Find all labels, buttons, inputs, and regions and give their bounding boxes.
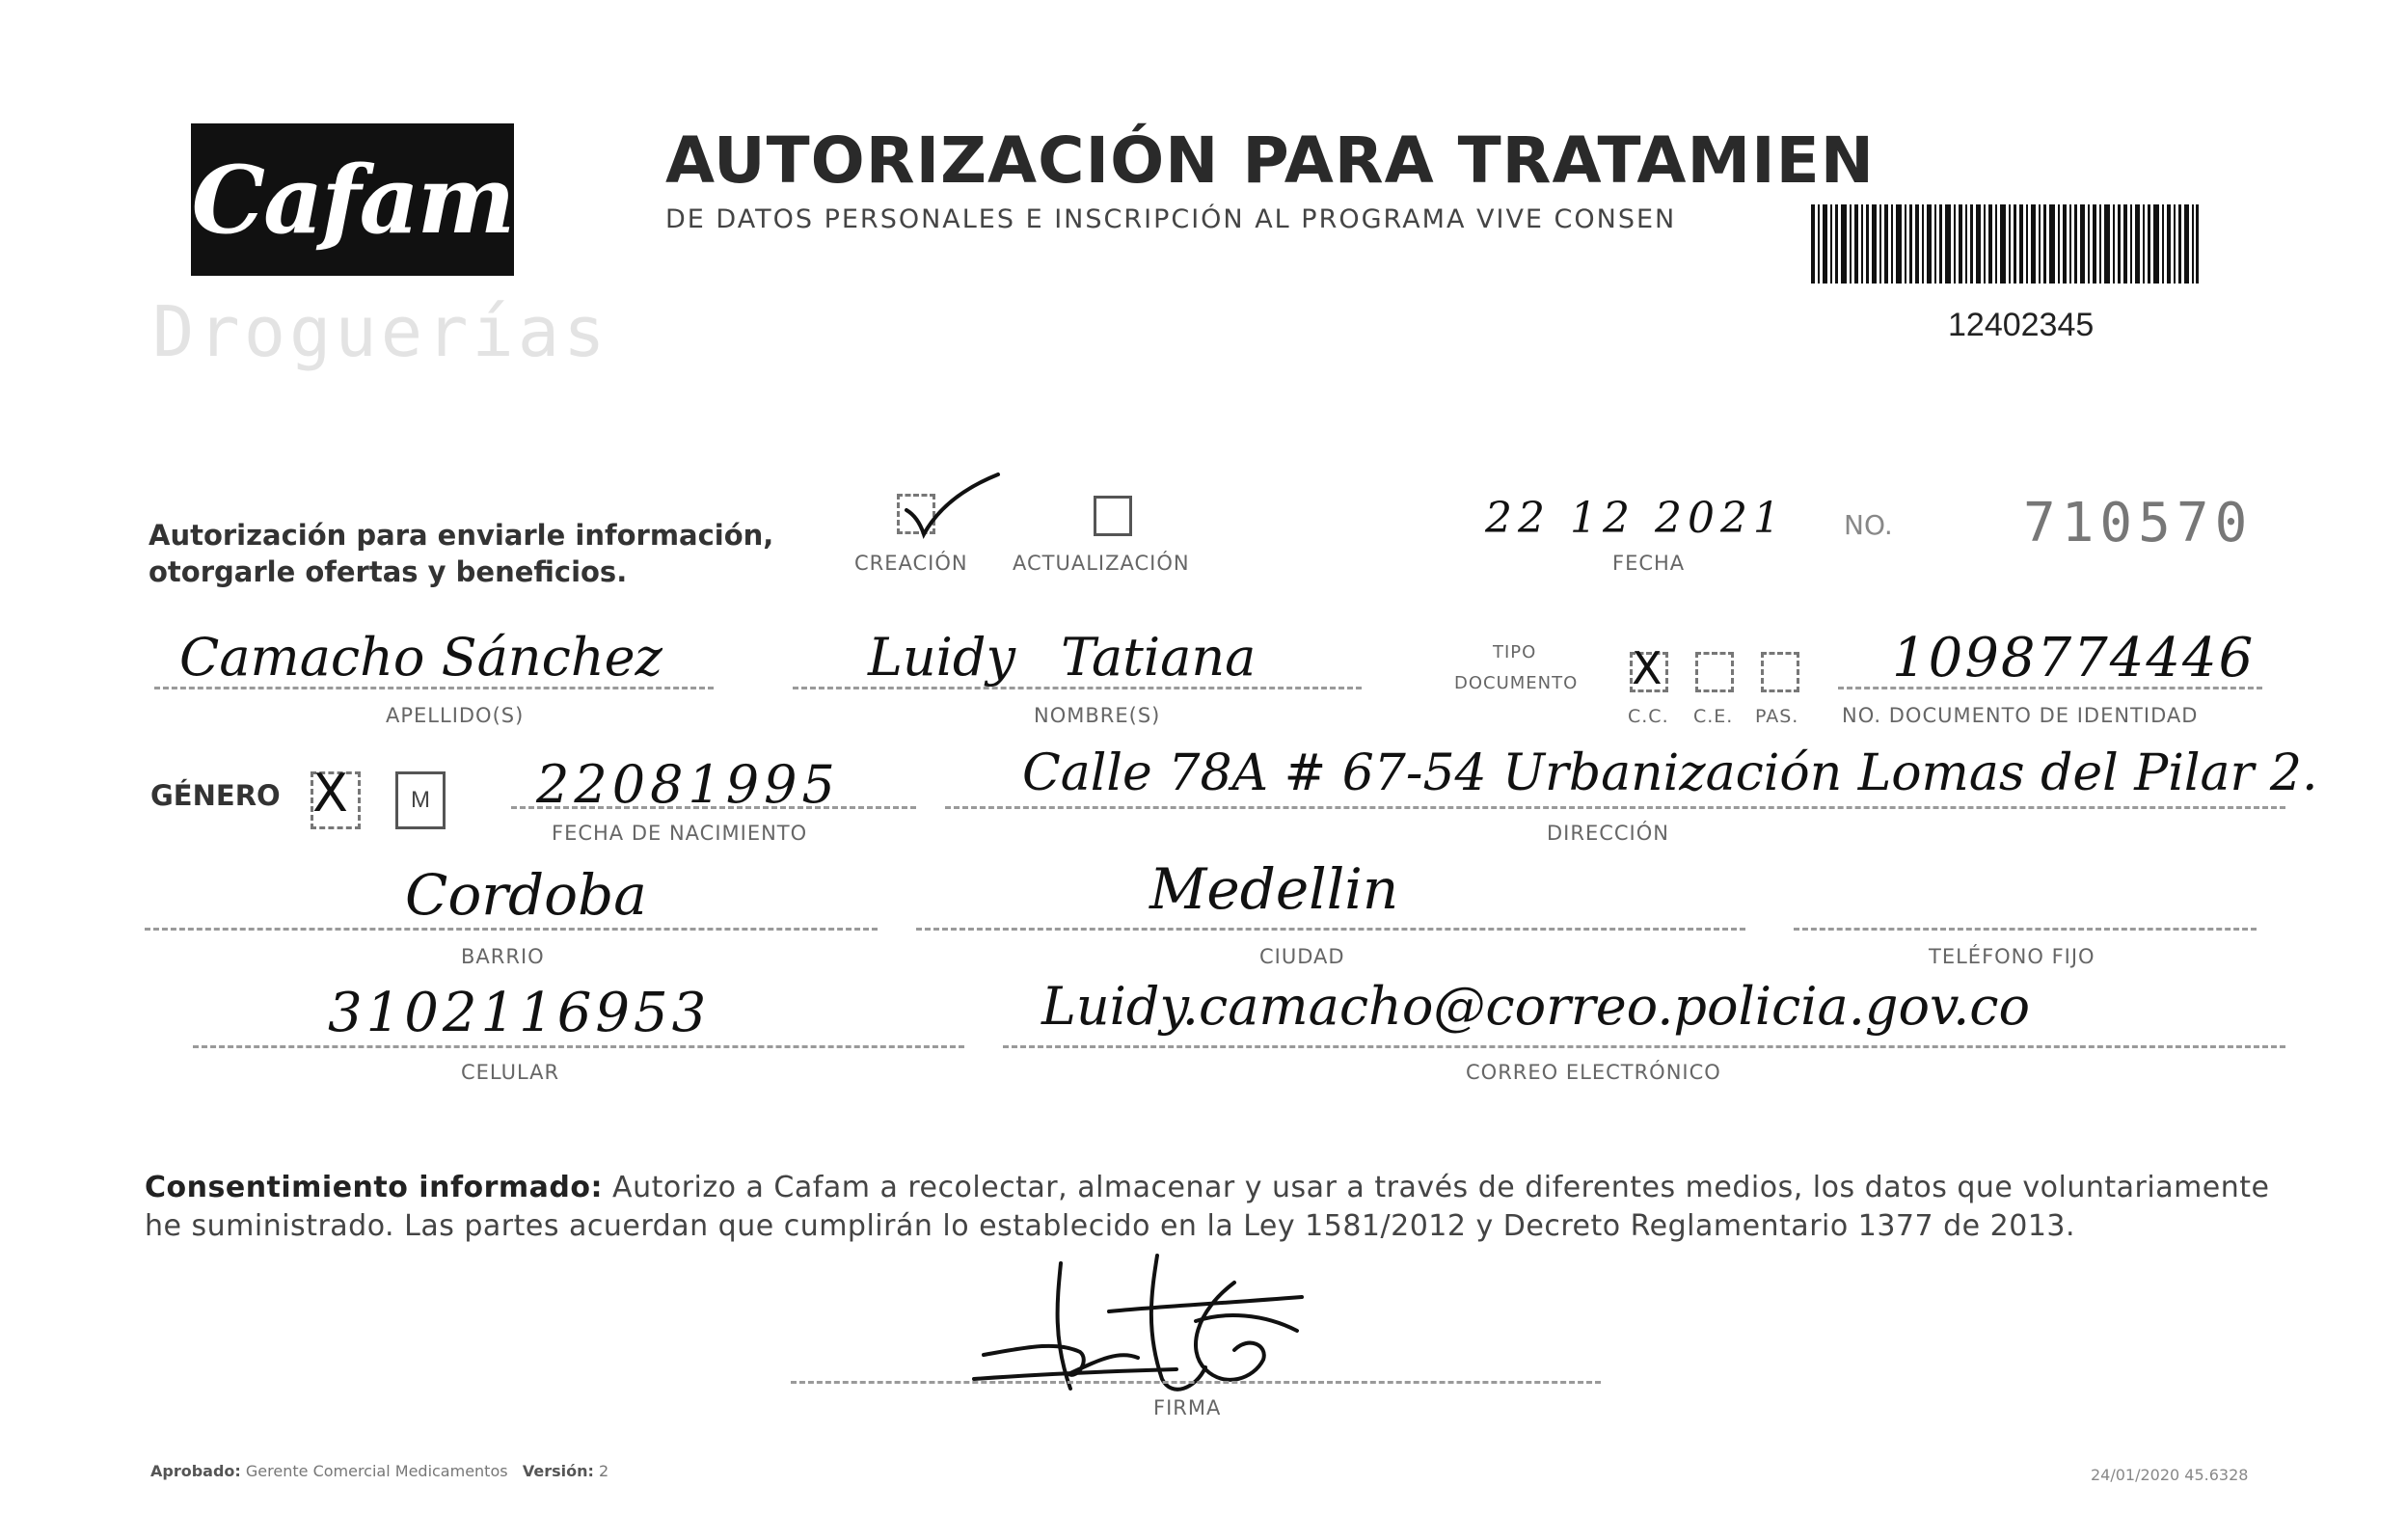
nombres-label: NOMBRE(S) — [1034, 704, 1161, 727]
version-label: Versión: — [522, 1462, 594, 1480]
barcode-image — [1811, 204, 2199, 284]
correo-value[interactable]: Luidy.camacho@correo.policia.gov.co — [1041, 976, 2030, 1037]
documento-label: NO. DOCUMENTO DE IDENTIDAD — [1842, 704, 2199, 727]
consent-lead: Consentimiento informado: — [145, 1171, 603, 1204]
tipo-pas-checkbox[interactable] — [1761, 652, 1799, 692]
numero-label: NO. — [1844, 509, 1893, 541]
creacion-checkmark — [897, 467, 1003, 544]
authorization-line-2: otorgarle ofertas y beneficios. — [149, 555, 628, 588]
genero-f-mark: X — [312, 763, 348, 824]
fecha-label: FECHA — [1612, 552, 1686, 575]
consent-paragraph — [145, 1169, 2285, 1246]
barcode-number: 12402345 — [1948, 307, 2095, 343]
authorization-text — [149, 517, 824, 590]
barrio-label: BARRIO — [461, 945, 545, 968]
consent-text: Autorizo a Cafam a recolectar, almacenar y usar a través de diferentes medios, los datos que voluntariamente he suministrado. Las partes acuerdan que cumplirán lo establecido en la Ley 1581/2012 y Decreto Reglamentario 1377 de 2013. — [145, 1171, 2270, 1243]
cafam-logo — [191, 123, 514, 276]
firma-label: FIRMA — [1153, 1396, 1222, 1419]
celular-value[interactable]: 3102116953 — [328, 982, 711, 1044]
genero-m-checkbox[interactable] — [395, 771, 446, 829]
apellidos-label: APELLIDO(S) — [386, 704, 525, 727]
tipo-ce-label: C.E. — [1693, 706, 1734, 727]
authorization-line-1: Autorización para enviarle información, — [149, 519, 774, 552]
creacion-label: CREACIÓN — [854, 552, 968, 575]
nacimiento-value[interactable]: 22081995 — [536, 754, 840, 815]
celular-label: CELULAR — [461, 1061, 560, 1084]
tipo-label-2: DOCUMENTO — [1454, 673, 1579, 693]
nacimiento-label: FECHA DE NACIMIENTO — [552, 822, 808, 845]
actualizacion-label: ACTUALIZACIÓN — [1013, 552, 1190, 575]
footer-code: 24/01/2020 45.6328 — [2091, 1466, 2249, 1484]
direccion-value[interactable]: Calle 78A # 67-54 Urbanización Lomas del Pilar 2. — [1022, 744, 2318, 802]
direccion-label: DIRECCIÓN — [1547, 822, 1669, 845]
numero-value: 710570 — [2023, 492, 2254, 554]
tipo-pas-label: PAS. — [1755, 706, 1799, 727]
nombres-value[interactable]: Luidy Tatiana — [868, 627, 1257, 688]
tipo-cc-label: C.C. — [1628, 706, 1669, 727]
form-subtitle: DE DATOS PERSONALES E INSCRIPCIÓN AL PROGRAMA VIVE CONSEN — [665, 204, 1677, 234]
apellidos-value[interactable]: Camacho Sánchez — [179, 627, 663, 688]
documento-value[interactable]: 1098774446 — [1892, 627, 2256, 689]
genero-m-label: M — [411, 787, 430, 813]
ciudad-value[interactable]: Medellin — [1149, 856, 1399, 922]
aprobado-value: Gerente Comercial Medicamentos — [245, 1462, 508, 1480]
telefono-label: TELÉFONO FIJO — [1929, 945, 2095, 968]
logo-text: Cafam — [191, 145, 514, 255]
correo-label: CORREO ELECTRÓNICO — [1466, 1061, 1721, 1084]
genero-label: GÉNERO — [150, 779, 281, 812]
form-title: AUTORIZACIÓN PARA TRATAMIEN — [665, 123, 1875, 198]
drogueria-label: Droguerías — [152, 291, 609, 372]
barrio-value[interactable]: Cordoba — [405, 862, 647, 928]
tipo-ce-checkbox[interactable] — [1695, 652, 1734, 692]
ciudad-label: CIUDAD — [1259, 945, 1345, 968]
version-value: 2 — [598, 1462, 609, 1480]
aprobado-label: Aprobado: — [150, 1462, 241, 1480]
footer-approval — [150, 1462, 608, 1480]
fecha-value[interactable]: 22 12 2021 — [1485, 494, 1786, 543]
actualizacion-checkbox[interactable] — [1094, 496, 1132, 536]
tipo-cc-mark: X — [1632, 642, 1663, 694]
tipo-label-1: TIPO — [1493, 642, 1537, 662]
